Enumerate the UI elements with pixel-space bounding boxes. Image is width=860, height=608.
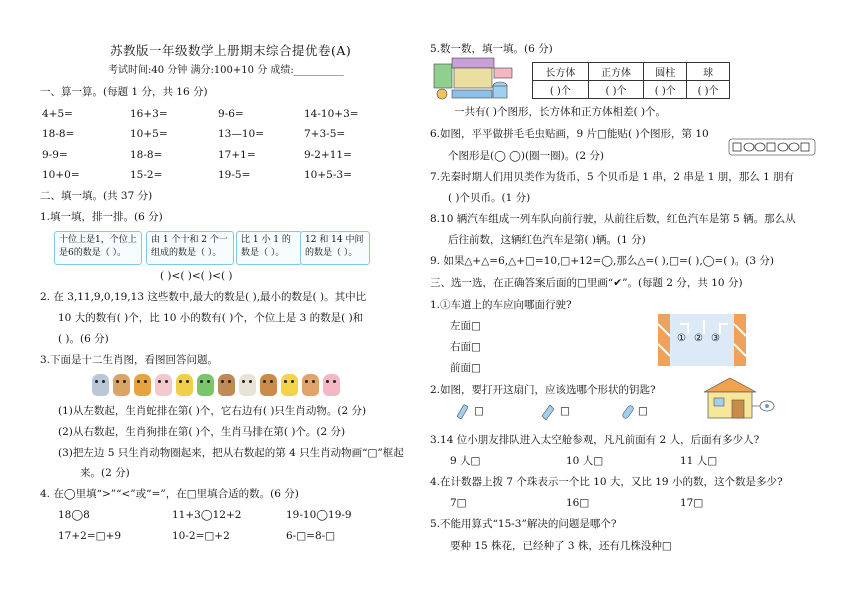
- horse-icon: [218, 374, 235, 396]
- question-6-line-1: 6.如图，平平做拼毛毛虫贴画，9 片□能贴( )个图形，第 10: [430, 128, 709, 140]
- compare-item: 11+3◯12+2: [172, 509, 242, 521]
- question-2-line-3: ( )。(6 分): [58, 333, 109, 345]
- choice-question-3: 3.14 位小朋友排队进入太空舱参观，凡凡前面有 2 人，后面有多少人?: [430, 434, 760, 446]
- rat-icon: [92, 374, 109, 396]
- key-checkbox-2[interactable]: □: [560, 405, 570, 417]
- lane-illustration: [658, 314, 746, 366]
- choice-option[interactable]: 7□: [450, 497, 467, 509]
- question-2-line-2: 10 大的数有( )个，比 10 小的数有( )个，个位上是 3 的数是( )和: [58, 312, 364, 324]
- calc-item: 7+3-5=: [304, 128, 346, 140]
- snake-icon: [197, 374, 214, 396]
- fill-card: 12 和 14 中间的数是（ ）。: [300, 231, 370, 265]
- table-header: 正方体: [588, 63, 644, 81]
- order-line: ( )<( )<( )<( ): [160, 270, 233, 282]
- calc-item: 10+5=: [130, 128, 168, 140]
- rooster-icon: [281, 374, 298, 396]
- dragon-icon: [176, 374, 193, 396]
- calc-item: 10+0=: [42, 169, 80, 181]
- fill-card: 比 1 小 1 的数是（ ）。: [236, 231, 302, 265]
- calc-item: 16+3=: [130, 108, 168, 120]
- sheep-icon: [239, 374, 256, 396]
- calc-item: 10+5-3=: [304, 169, 352, 181]
- rabbit-icon: [155, 374, 172, 396]
- question-3-part-2: (2)从右数起，生肖狗排在第( )个，生肖马排在第( )个。(2 分): [58, 426, 346, 438]
- choice-option[interactable]: 9 人□: [450, 455, 481, 467]
- choice-option[interactable]: 17□: [680, 497, 704, 509]
- table-cell: ( )个: [533, 81, 589, 99]
- key-checkbox-1[interactable]: □: [474, 405, 484, 417]
- table-header: 球: [687, 63, 730, 81]
- section-3-heading: 三、选一选，在正确答案后面的□里画“✔”。(每题 2 分，共 10 分): [430, 277, 743, 289]
- calc-item: 15-2=: [130, 169, 163, 181]
- choice-question-1: 1.①车道上的车应向哪面行驶?: [430, 299, 572, 311]
- choice-option[interactable]: 11 人□: [680, 455, 718, 467]
- choice-question-2: 2.如图，要打开这扇门，应该选哪个形状的钥匙?: [430, 384, 656, 396]
- fill-card: 十位上是1，个位上是6的数是（ ）。: [54, 231, 142, 265]
- question-3-part-1: (1)从左数起，生肖蛇排在第( )个，它右边有( )只生肖动物。(2 分): [58, 405, 367, 417]
- choice-question-5: 5.不能用算式“15-3”解决的问题是哪个?: [430, 518, 617, 530]
- calc-item: 18-8=: [42, 128, 75, 140]
- key-checkbox-3[interactable]: □: [638, 405, 648, 417]
- choice-question-4: 4.在计数器上拨 7 个珠表示一个比 10 大，又比 19 小的数，这个数是多少?: [430, 476, 783, 488]
- key-option-3-icon: [620, 404, 636, 422]
- ox-icon: [113, 374, 130, 396]
- table-cell: ( )个: [588, 81, 644, 99]
- monkey-icon: [260, 374, 277, 396]
- choice-option[interactable]: 前面□: [450, 362, 481, 374]
- compare-item: 18◯8: [58, 509, 90, 521]
- calc-item: 19-5=: [218, 169, 251, 181]
- choice-option[interactable]: 右面□: [450, 341, 481, 353]
- choice-option[interactable]: 10 人□: [566, 455, 604, 467]
- compare-item: 6-□=8-□: [286, 530, 336, 542]
- page-title: 苏教版一年级数学上册期末综合提优卷(A): [110, 43, 352, 58]
- calc-item: 9-9=: [42, 149, 68, 161]
- shapes-illustration: [432, 56, 516, 102]
- lane-label: ①: [677, 333, 686, 344]
- table-cell: ( )个: [687, 81, 730, 99]
- house-door-illustration: [700, 376, 776, 420]
- question-5-tail: 一共有( )个图形，长方体和正方体相差( )个。: [454, 106, 667, 118]
- question-2-line-1: 2. 在 3,11,9,0,19,13 这些数中,最大的数是( ),最小的数是( )。其中比: [40, 291, 367, 303]
- calc-item: 9-2+11=: [304, 149, 352, 161]
- question-3-part-3-cont: 来。(2 分): [80, 467, 130, 479]
- question-6-line-2: 个图形是(◯ ◯)(圈一圈)。(2 分): [448, 150, 604, 162]
- calc-item: 18-8=: [130, 149, 163, 161]
- tiger-icon: [134, 374, 151, 396]
- question-7-line-2: ( )个贝币。(1 分): [448, 192, 531, 204]
- lane-label: ③: [711, 333, 720, 344]
- exam-info: 考试时间:40 分钟 满分:100+10 分 成绩:__________: [108, 65, 344, 76]
- compare-item: 19-10◯19-9: [286, 509, 352, 521]
- compare-item: 10-2=□+2: [172, 530, 230, 542]
- section-1-heading: 一、算一算。(每题 1 分，共 16 分): [40, 86, 208, 98]
- pig-icon: [323, 374, 340, 396]
- caterpillar-pattern: [728, 138, 816, 156]
- choice-option[interactable]: 16□: [566, 497, 590, 509]
- table-header: 圆柱: [644, 63, 687, 81]
- choice-option[interactable]: 要种 15 株花，已经种了 3 株，还有几株没种□: [450, 540, 672, 552]
- question-3-part-3: (3)把左边 5 只生肖动物圈起来，把从右数起的第 4 只生肖动物画“□”框起: [58, 447, 404, 459]
- question-8-line-2: 后往前数，这辆红色汽车是第( )辆。(1 分): [448, 234, 646, 246]
- question-1: 1.填一填，排一排。(6 分): [40, 211, 163, 223]
- calc-item: 13—10=: [218, 128, 265, 140]
- compare-item: 17+2=□+9: [58, 530, 122, 542]
- key-option-2-icon: [540, 404, 556, 422]
- calc-item: 9-6=: [218, 108, 244, 120]
- dog-icon: [302, 374, 319, 396]
- choice-option[interactable]: 左面□: [450, 320, 481, 332]
- key-option-1-icon: [455, 404, 471, 422]
- fill-card: 由 1 个十和 2 个一组成的数是（ ）。: [146, 231, 234, 265]
- calc-item: 4+5=: [42, 108, 73, 120]
- lane-label: ②: [694, 333, 703, 344]
- question-5: 5.数一数，填一填。(6 分): [430, 43, 553, 55]
- section-2-heading: 二、填一填。(共 37 分): [40, 190, 153, 202]
- calc-item: 14-10+3=: [304, 108, 359, 120]
- calc-item: 17+1=: [218, 149, 256, 161]
- question-9: 9. 如果△+△=6,△+□=10,□+12=◯,那么△=( ),□=( ),◯=( )。(3 分): [430, 255, 774, 267]
- table-cell: ( )个: [644, 81, 687, 99]
- table-header: 长方体: [533, 63, 589, 81]
- question-3: 3.下面是十二生肖图，看图回答问题。: [40, 354, 219, 366]
- question-4: 4. 在◯里填“>”“<”或“=”，在□里填合适的数。(6 分): [40, 488, 299, 500]
- question-8-line-1: 8.10 辆汽车组成一列车队向前行驶，从前往后数，红色汽车是第 5 辆。那么从: [430, 213, 796, 225]
- shape-count-table: [532, 62, 730, 99]
- question-7-line-1: 7.先秦时期人们用贝类作为货币，5 个贝币是 1 串，2 串是 1 朋，那么 1 朋有: [430, 171, 795, 183]
